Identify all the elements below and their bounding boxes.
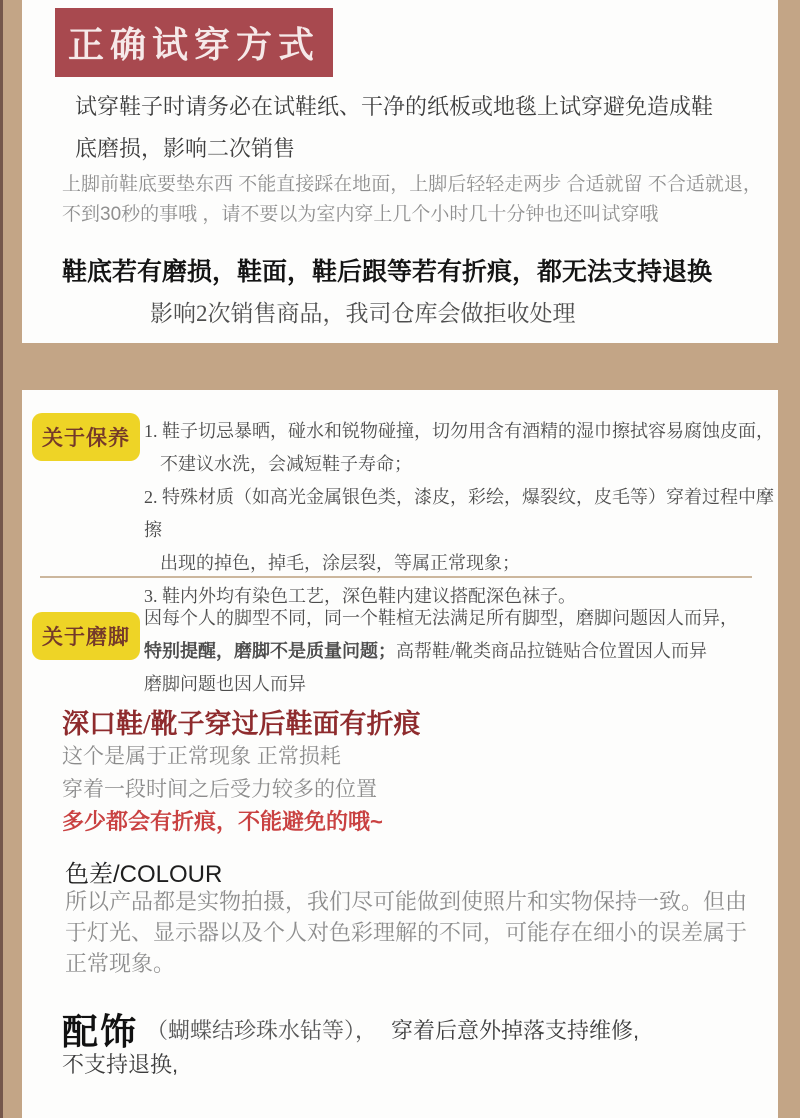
crease-line1: 这个是属于正常现象 正常损耗 (62, 745, 341, 768)
tryon-warning: 鞋底若有磨损，鞋面，鞋后跟等若有折痕，都无法支持退换 (62, 259, 713, 286)
colour-line1: 所以产品都是实物拍摄，我们尽可能做到使照片和实物保持一致。但由 (65, 889, 748, 914)
tryon-title-block (55, 8, 333, 77)
rub-line2-rest: 高帮鞋/靴类商品拉链贴合位置因人而异 (396, 641, 707, 661)
care-item2-line2: 出现的掉色，掉毛，涂层裂，等属正常现象； (160, 553, 520, 573)
crease-red-note: 多少都会有折痕，不能避免的哦~ (62, 809, 383, 834)
colour-paragraph (65, 886, 747, 979)
tryon-intro-line1: 试穿鞋子时请务必在试鞋纸、干净的纸板或地毯上试穿避免造成鞋 (75, 94, 714, 119)
care-list (144, 415, 778, 613)
crease-title: 深口鞋/靴子穿过后鞋面有折痕 (62, 709, 421, 739)
rub-line3: 磨脚问题也因人而异 (144, 674, 306, 694)
tryon-intro-line2: 底磨损，影响二次销售 (75, 136, 296, 161)
accessories-title: 配饰 (62, 1011, 139, 1052)
rub-line1: 因每个人的脚型不同，同一个鞋楦无法满足所有脚型，磨脚问题因人而异， (144, 608, 738, 628)
rub-line2 (144, 635, 738, 668)
section-divider (40, 576, 752, 578)
rub-badge: 关于磨脚 (32, 612, 140, 660)
tryon-note-line2: 不到30秒的事哦 ，请不要以为室内穿上几个小时几十分钟也还叫试穿哦 (62, 204, 659, 225)
colour-line2: 于灯光、显示器以及个人对色彩理解的不同，可能存在细小的误差属于 (65, 920, 748, 945)
rub-line2-bold: 特别提醒，磨脚不是质量问题； (144, 641, 396, 661)
care-item3-line1: 3. 鞋内外均有染色工艺，深色鞋内建议搭配深色袜子。 (144, 586, 576, 606)
accessories-line2: 不支持退换, (62, 1052, 179, 1077)
accessories-rest: 穿着后意外掉落支持维修, (391, 1018, 640, 1043)
care-badge: 关于保养 (32, 413, 140, 461)
tryon-intro-paragraph (75, 86, 713, 170)
care-section (22, 390, 778, 1118)
colour-line3: 正常现象。 (65, 951, 176, 976)
left-edge-strip (0, 0, 3, 1118)
tryon-title: 正确试穿方式 (68, 24, 321, 65)
tryon-note-paragraph (62, 170, 762, 230)
crease-line2: 穿着一段时间之后受力较多的位置 (62, 778, 377, 801)
care-item1-line2: 不建议水洗，会减短鞋子寿命； (160, 454, 412, 474)
colour-title: 色差/COLOUR (65, 861, 223, 888)
accessories-paren: （蝴蝶结珍珠水钻等）， (146, 1018, 378, 1043)
tryon-section (22, 0, 778, 343)
care-item2-line1: 2. 特殊材质（如高光金属银色类，漆皮，彩绘，爆裂纹，皮毛等）穿着过程中摩擦 (144, 487, 774, 540)
tryon-note-line1: 上脚前鞋底要垫东西 不能直接踩在地面，上脚后轻轻走两步 合适就留 不合适就退， (62, 174, 762, 195)
rub-paragraph (144, 602, 738, 701)
tryon-warning-sub: 影响2次销售商品，我司仓库会做拒收处理 (150, 301, 576, 326)
care-item1-line1: 1. 鞋子切忌暴晒，碰水和锐物碰撞，切勿用含有酒精的湿巾擦拭容易腐蚀皮面， (144, 421, 774, 441)
